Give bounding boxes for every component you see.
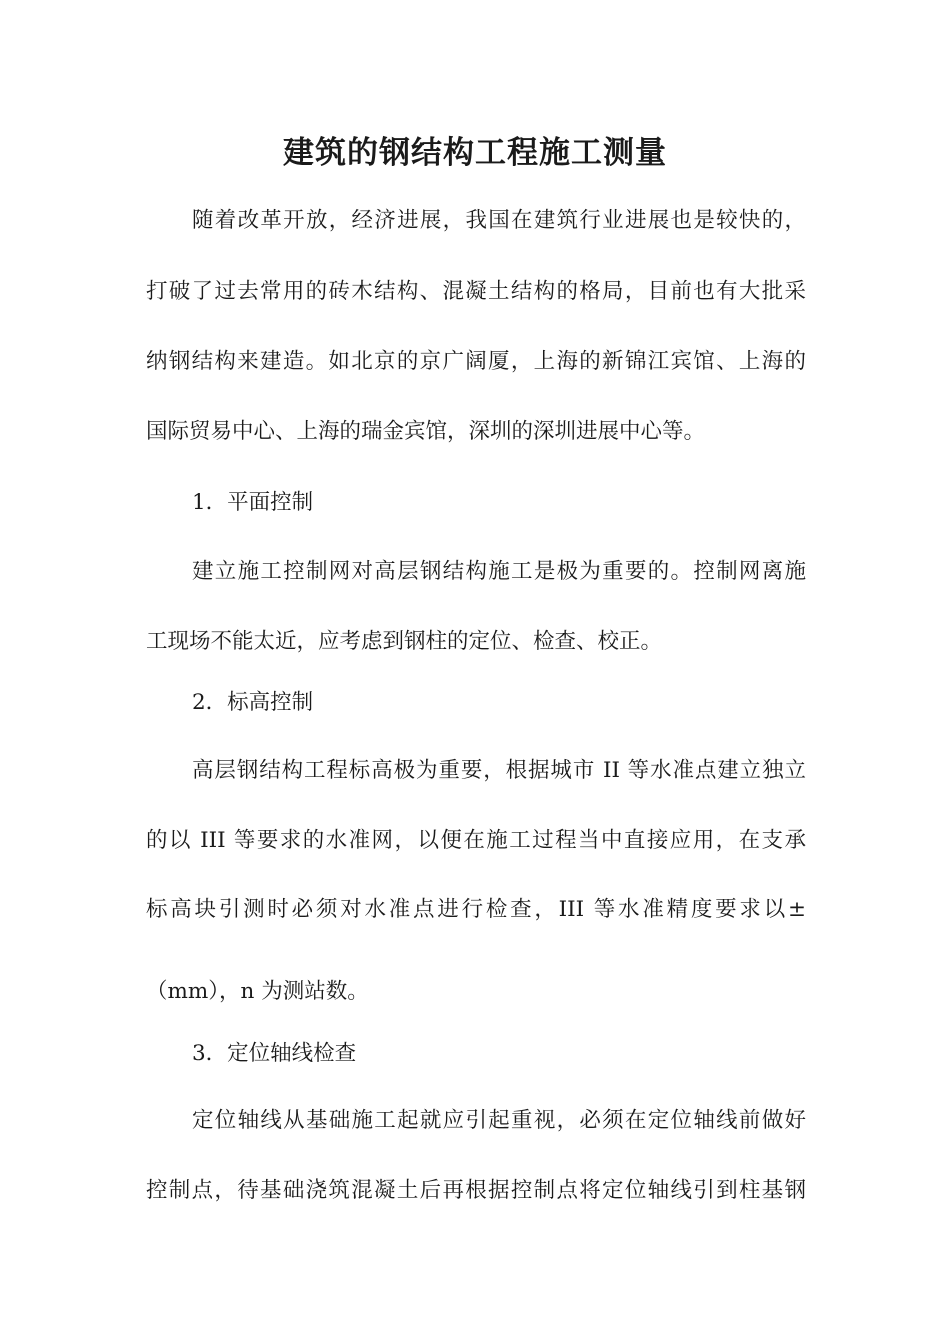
document-title: 建筑的钢结构工程施工测量 xyxy=(283,135,667,171)
section-heading-3: 3．定位轴线检查 xyxy=(192,1041,357,1066)
section-heading-1: 1．平面控制 xyxy=(192,490,314,515)
body-line-8: 的以 III 等要求的水准网，以便在施工过程当中直接应用，在支承 xyxy=(146,828,806,853)
body-line-7: 高层钢结构工程标高极为重要，根据城市 II 等水准点建立独立 xyxy=(192,758,806,783)
body-line-10: （mm），n 为测站数。 xyxy=(146,979,369,1004)
body-line-1: 随着改革开放，经济进展，我国在建筑行业进展也是较快的， xyxy=(192,208,806,233)
body-line-2: 打破了过去常用的砖木结构、混凝土结构的格局，目前也有大批采 xyxy=(146,279,806,304)
body-line-12: 控制点，待基础浇筑混凝土后再根据控制点将定位轴线引到柱基钢 xyxy=(146,1178,806,1203)
body-line-6: 工现场不能太近，应考虑到钢柱的定位、检查、校正。 xyxy=(146,629,663,654)
body-line-4: 国际贸易中心、上海的瑞金宾馆，深圳的深圳进展中心等。 xyxy=(146,419,706,444)
section-heading-2: 2．标高控制 xyxy=(192,690,314,715)
body-line-9: 标高块引测时必须对水准点进行检查，III 等水准精度要求以± xyxy=(146,897,806,922)
body-line-5: 建立施工控制网对高层钢结构施工是极为重要的。控制网离施 xyxy=(192,559,806,584)
body-line-3: 纳钢结构来建造。如北京的京广阔厦，上海的新锦江宾馆、上海的 xyxy=(146,349,806,374)
body-line-11: 定位轴线从基础施工起就应引起重视，必须在定位轴线前做好 xyxy=(192,1108,806,1133)
